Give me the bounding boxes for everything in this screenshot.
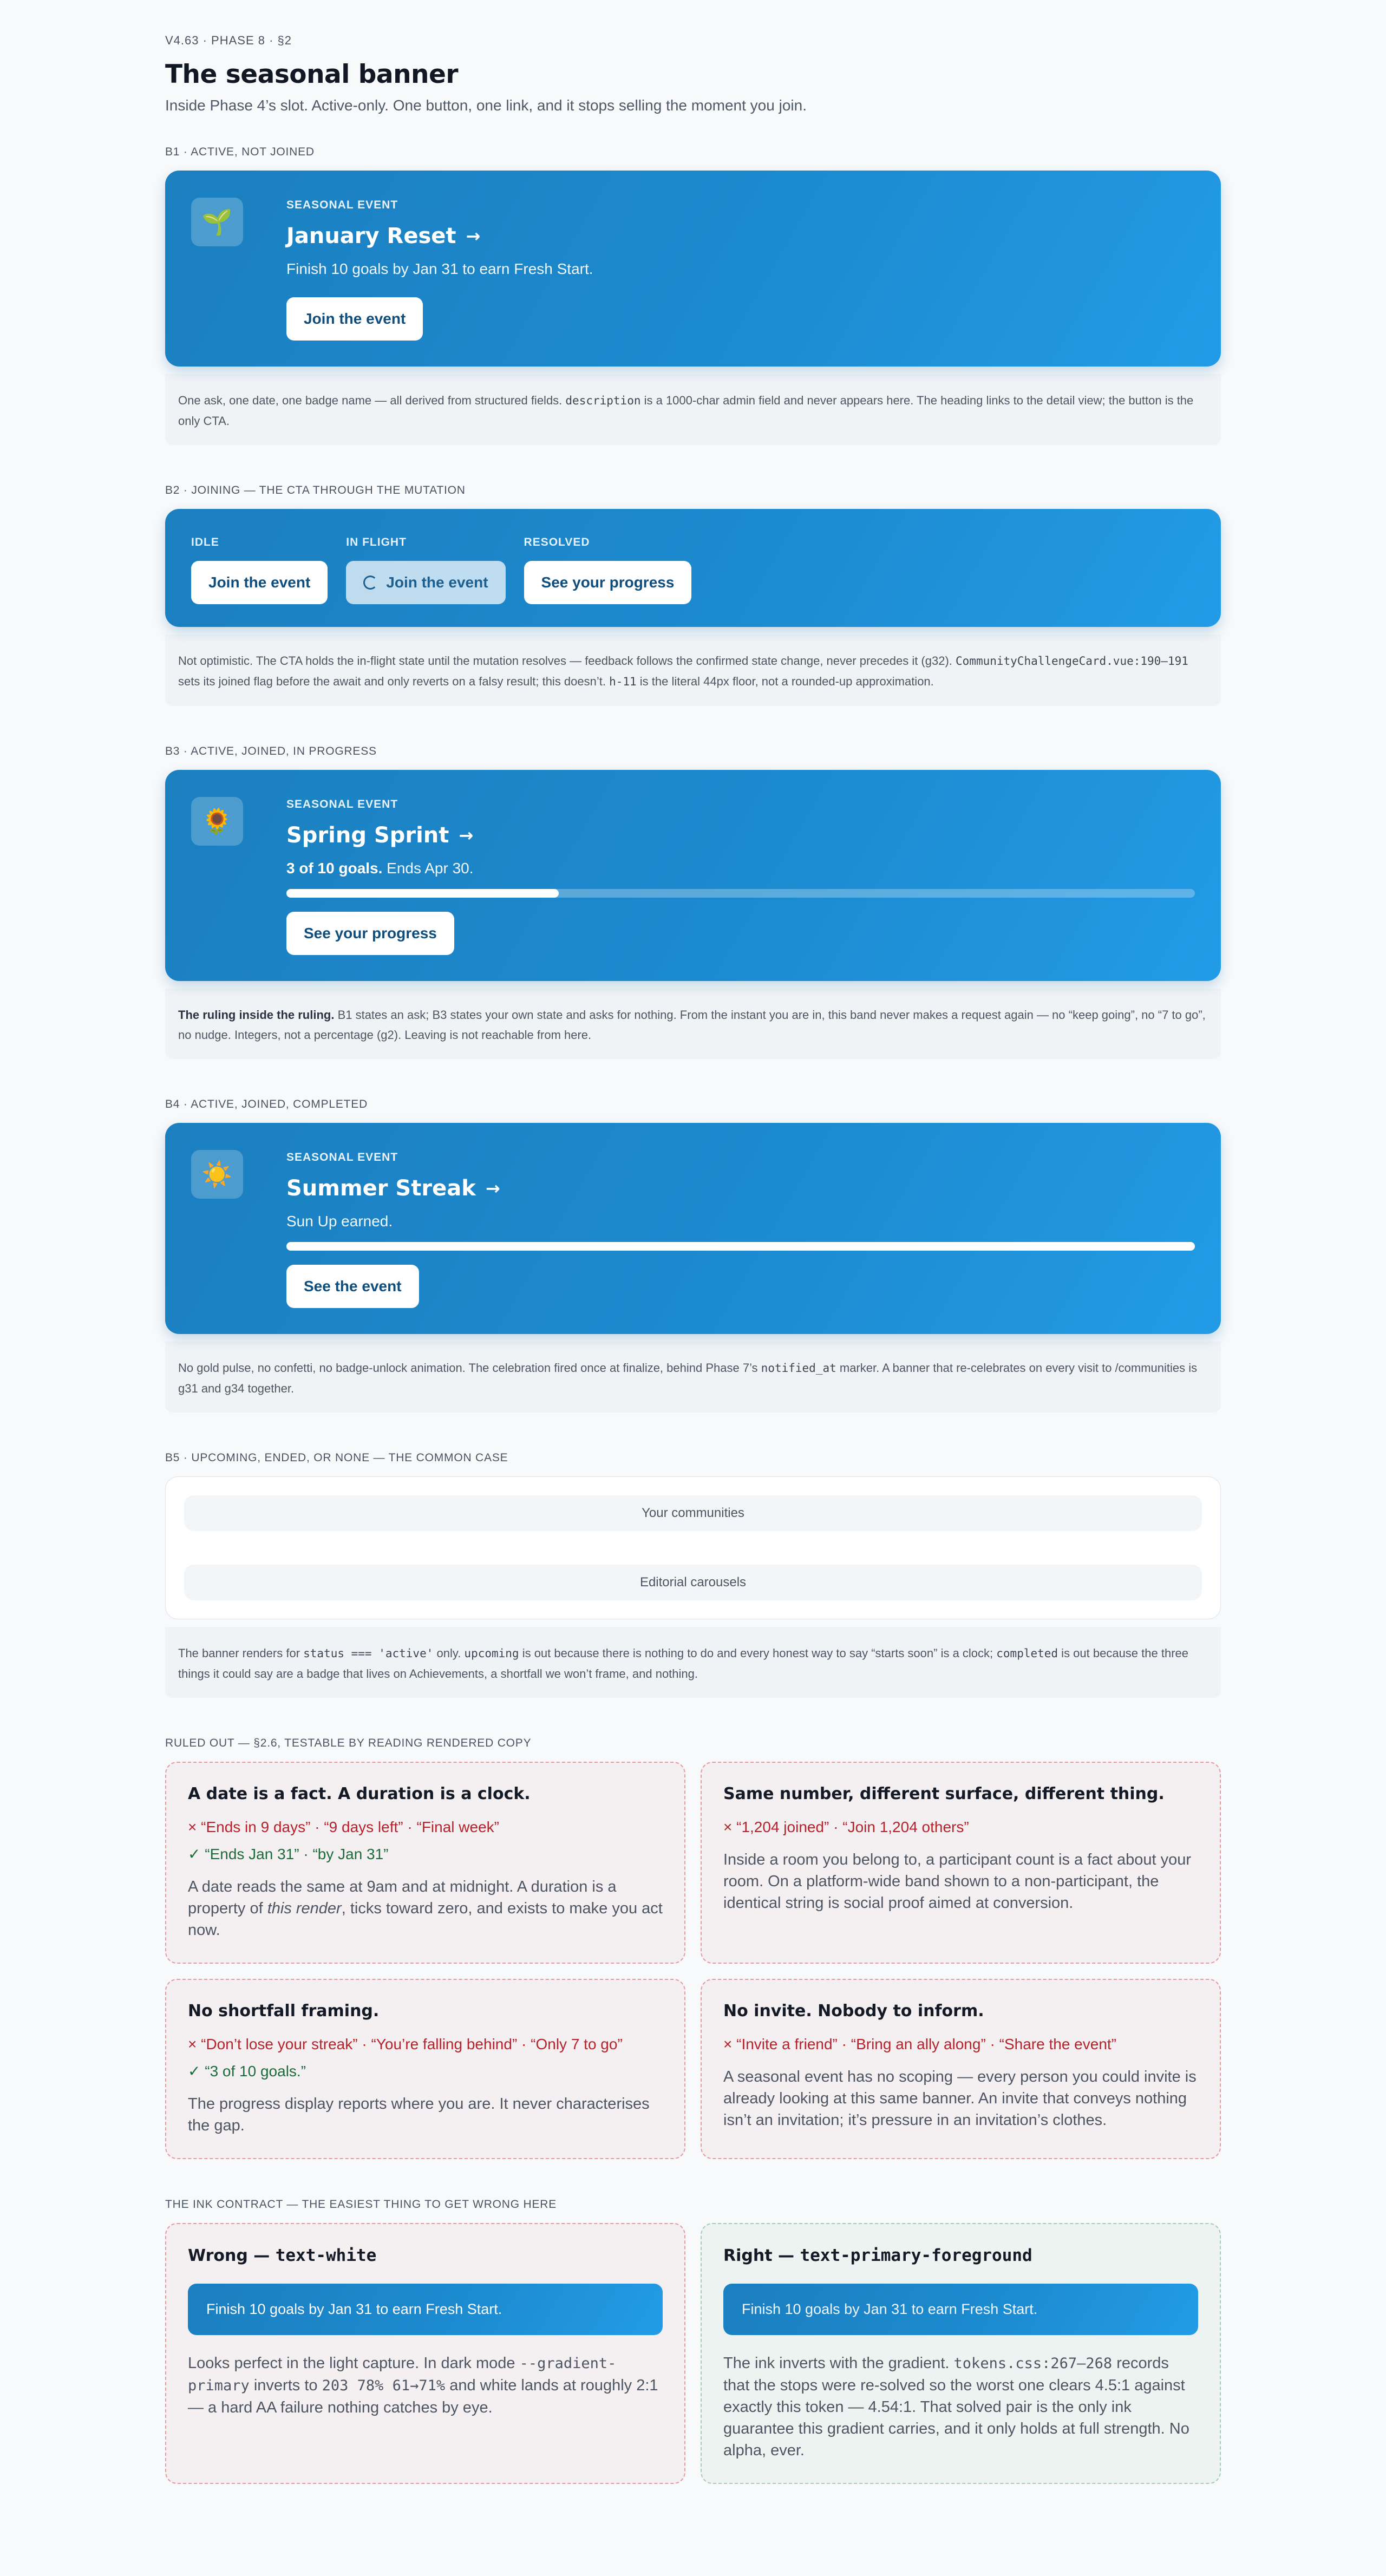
rule-card xyxy=(701,1979,1221,2159)
state-label: RESOLVED xyxy=(524,536,590,548)
title-prefix: Wrong — xyxy=(188,2246,276,2265)
section-note xyxy=(165,1342,1221,1413)
button-label: Join the event xyxy=(386,574,488,591)
state-idle xyxy=(191,536,328,604)
note-text: is out because there is nothing to do and every honest way to say “starts soon” is a clock; xyxy=(519,1646,997,1660)
body-code: 203 78% 61→71% xyxy=(322,2377,446,2394)
rule-card xyxy=(165,1762,685,1964)
section-label: RULED OUT — §2.6, TESTABLE BY READING RENDERED COPY xyxy=(165,1737,532,1749)
section-b1 xyxy=(165,146,1221,445)
note-text: is a 1000-char admin field and never appears here. The heading links to the detail view; the button is the only CTA. xyxy=(178,394,1194,428)
section-note xyxy=(165,989,1221,1059)
join-event-button-loading[interactable] xyxy=(346,561,505,604)
ink-sample-wrong: Finish 10 goals by Jan 31 to earn Fresh Start. xyxy=(188,2284,663,2335)
card-body xyxy=(723,2352,1198,2461)
body-text: The ink inverts with the gradient. xyxy=(723,2355,954,2372)
banner-kicker: SEASONAL EVENT xyxy=(286,1151,398,1163)
seasonal-banner xyxy=(165,1123,1221,1334)
banner-title-link[interactable] xyxy=(286,823,473,848)
card-title: A date is a fact. A duration is a clock. xyxy=(188,1784,531,1803)
arrow-right-icon: → xyxy=(485,1178,500,1199)
card-body xyxy=(188,2352,663,2418)
slot-your-communities: Your communities xyxy=(184,1495,1202,1531)
body-text: records that the stops were re-solved so the worst one clears 4.5:1 against exactly this token — 4.54:1. That solved pair is the only ink guarantee this gradient carries, and it only holds at full strength. No alpha, ever. xyxy=(723,2355,1189,2459)
note-code: notified_at xyxy=(761,1362,836,1375)
note-text: sets its joined flag before the await and only reverts on a falsy result; this doesn’t. xyxy=(178,675,610,688)
body-text: and white lands at roughly 2:1 — a hard AA failure nothing catches by eye. xyxy=(188,2377,658,2416)
banner-kicker: SEASONAL EVENT xyxy=(286,798,398,810)
arrow-right-icon: → xyxy=(466,226,481,246)
note-text: Not optimistic. The CTA holds the in-flight state until the mutation resolves — feedback follows the confirmed state change, never precedes it (g32). xyxy=(178,654,956,668)
ink-right-card xyxy=(701,2223,1221,2484)
note-code: status === 'active' xyxy=(303,1647,434,1660)
note-text: marker. A banner that re-celebrates on every visit to /communities is g31 and g34 together. xyxy=(178,1361,1198,1395)
note-text: One ask, one date, one badge name — all derived from structured fields. xyxy=(178,394,566,407)
end-date: Ends Apr 30. xyxy=(382,860,474,877)
title-code: text-white xyxy=(275,2246,377,2265)
rule-card xyxy=(701,1762,1221,1964)
state-label: IN FLIGHT xyxy=(346,536,407,548)
banner-ask: Finish 10 goals by Jan 31 to earn Fresh Start. xyxy=(286,260,593,277)
note-code: h-11 xyxy=(609,675,637,688)
section-b3 xyxy=(165,745,1221,1059)
version-eyebrow: V4.63 · PHASE 8 · §2 xyxy=(165,34,292,47)
seasonal-banner xyxy=(165,171,1221,367)
empty-slot-preview xyxy=(165,1476,1221,1619)
card-body: The progress display reports where you are. It never characterises the gap. xyxy=(188,2095,650,2134)
section-ruled-out xyxy=(165,1737,1221,2159)
section-label: B3 · ACTIVE, JOINED, IN PROGRESS xyxy=(165,745,377,757)
forbidden-examples: × “Ends in 9 days” · “9 days left” · “Final week” xyxy=(188,1819,499,1835)
progress-count: 3 of 10 goals. xyxy=(286,860,383,877)
ink-sample-right: Finish 10 goals by Jan 31 to earn Fresh Start. xyxy=(723,2284,1198,2335)
section-note xyxy=(165,374,1221,445)
banner-title: January Reset xyxy=(286,224,456,249)
sunflower-icon: 🌻 xyxy=(191,797,243,846)
forbidden-examples: × “Don’t lose your streak” · “You’re falling behind” · “Only 7 to go” xyxy=(188,2036,623,2052)
card-title: No shortfall framing. xyxy=(188,2002,380,2021)
card-title xyxy=(188,2246,663,2265)
state-resolved xyxy=(524,536,692,604)
section-ink-contract xyxy=(165,2198,1221,2484)
card-body: Inside a room you belong to, a participant count is a fact about your room. On a platform-wide band shown to a non-participant, the identical string is social proof aimed at conversion. xyxy=(723,1851,1192,1912)
section-label: B2 · JOINING — THE CTA THROUGH THE MUTATION xyxy=(165,484,466,496)
body-text: , ticks toward zero, and exists to make you act now. xyxy=(188,1900,663,1939)
note-code: completed xyxy=(996,1647,1058,1660)
section-note xyxy=(165,635,1221,706)
seasonal-banner xyxy=(165,770,1221,981)
section-b5 xyxy=(165,1452,1221,1698)
forbidden-examples: × “Invite a friend” · “Bring an ally along” · “Share the event” xyxy=(723,2036,1117,2052)
banner-kicker: SEASONAL EVENT xyxy=(286,199,398,211)
note-text: The banner renders for xyxy=(178,1646,304,1660)
note-text: only. xyxy=(433,1646,465,1660)
allowed-examples: ✓ “3 of 10 goals.” xyxy=(188,2063,306,2080)
card-title: No invite. Nobody to inform. xyxy=(723,2002,984,2021)
section-b4 xyxy=(165,1098,1221,1413)
note-text: is the literal 44px floor, not a rounded-up approximation. xyxy=(636,675,934,688)
progress-fill xyxy=(286,1242,1195,1251)
state-label: IDLE xyxy=(191,536,219,548)
arrow-right-icon: → xyxy=(459,825,474,846)
earned-status: Sun Up earned. xyxy=(286,1213,393,1230)
rule-card xyxy=(165,1979,685,2159)
forbidden-examples: × “1,204 joined” · “Join 1,204 others” xyxy=(723,1819,969,1835)
card-body xyxy=(188,1876,663,1941)
section-label: B5 · UPCOMING, ENDED, OR NONE — THE COMMON CASE xyxy=(165,1452,508,1464)
section-b2 xyxy=(165,484,1221,706)
progress-fill xyxy=(286,889,559,898)
title-code: text-primary-foreground xyxy=(800,2246,1032,2265)
section-note xyxy=(165,1627,1221,1698)
card-title: Same number, different surface, different thing. xyxy=(723,1784,1165,1803)
body-code: tokens.css:267–268 xyxy=(953,2355,1113,2372)
title-prefix: Right — xyxy=(723,2246,800,2265)
banner-title: Summer Streak xyxy=(286,1176,476,1201)
note-text: B1 states an ask; B3 states your own state and asks for nothing. From the instant you are in, this band never makes a request again — no “keep going”, no “7 to go”, no nudge. Integers, not a percentage (g2). Leaving is not reachable from here. xyxy=(178,1008,1206,1042)
note-code: upcoming xyxy=(464,1647,519,1660)
allowed-examples: ✓ “Ends Jan 31” · “by Jan 31” xyxy=(188,1846,389,1862)
body-text: A date reads the same at 9am and at midnight. A duration is a property of xyxy=(188,1878,617,1917)
note-bold: The ruling inside the ruling. xyxy=(178,1008,335,1022)
note-text: is out because the three things it could say are a badge that lives on Achievements, a shortfall we won’t frame, and nothing. xyxy=(178,1646,1188,1681)
card-title xyxy=(723,2246,1198,2265)
progress-bar xyxy=(286,1242,1195,1251)
sun-icon: ☀️ xyxy=(191,1150,243,1199)
card-body: A seasonal event has no scoping — every person you could invite is already looking at this same banner. An invite that conveys nothing isn’t an invitation; it’s pressure in an invitation’s clothes. xyxy=(723,2068,1197,2129)
page xyxy=(165,0,1221,2506)
body-text: Looks perfect in the light capture. In dark mode xyxy=(188,2355,520,2372)
ink-wrong-card xyxy=(165,2223,685,2484)
section-label: THE INK CONTRACT — THE EASIEST THING TO GET WRONG HERE xyxy=(165,2198,557,2211)
note-text: No gold pulse, no confetti, no badge-unlock animation. The celebration fired once at finalize, behind Phase 7’s xyxy=(178,1361,761,1375)
banner-title-link[interactable] xyxy=(286,1176,500,1201)
header xyxy=(165,34,1221,114)
banner-title: Spring Sprint xyxy=(286,823,449,848)
slot-editorial-carousels: Editorial carousels xyxy=(184,1565,1202,1600)
section-label: B4 · ACTIVE, JOINED, COMPLETED xyxy=(165,1098,368,1110)
section-label: B1 · ACTIVE, NOT JOINED xyxy=(165,146,315,158)
body-code: --gradient-primary xyxy=(188,2355,617,2394)
sprout-icon: 🌱 xyxy=(191,198,243,246)
page-title: The seasonal banner xyxy=(165,60,459,89)
note-code: description xyxy=(565,394,641,407)
see-progress-button[interactable]: See your progress xyxy=(286,912,454,955)
see-progress-button[interactable]: See your progress xyxy=(524,561,692,604)
body-text: inverts to xyxy=(249,2377,322,2394)
banner-title-link[interactable] xyxy=(286,224,480,249)
cta-states-banner xyxy=(165,509,1221,627)
join-event-button[interactable]: Join the event xyxy=(191,561,328,604)
see-event-button[interactable]: See the event xyxy=(286,1265,419,1308)
note-code: CommunityChallengeCard.vue:190–191 xyxy=(956,655,1188,668)
state-in-flight xyxy=(346,536,505,604)
join-event-button[interactable]: Join the event xyxy=(286,297,423,341)
body-italic: this render xyxy=(267,1900,342,1917)
spinner-icon xyxy=(363,576,377,590)
progress-status xyxy=(286,860,1195,877)
progress-bar xyxy=(286,889,1195,898)
page-subtitle: Inside Phase 4’s slot. Active-only. One button, one link, and it stops selling the moment you join. xyxy=(165,97,807,114)
